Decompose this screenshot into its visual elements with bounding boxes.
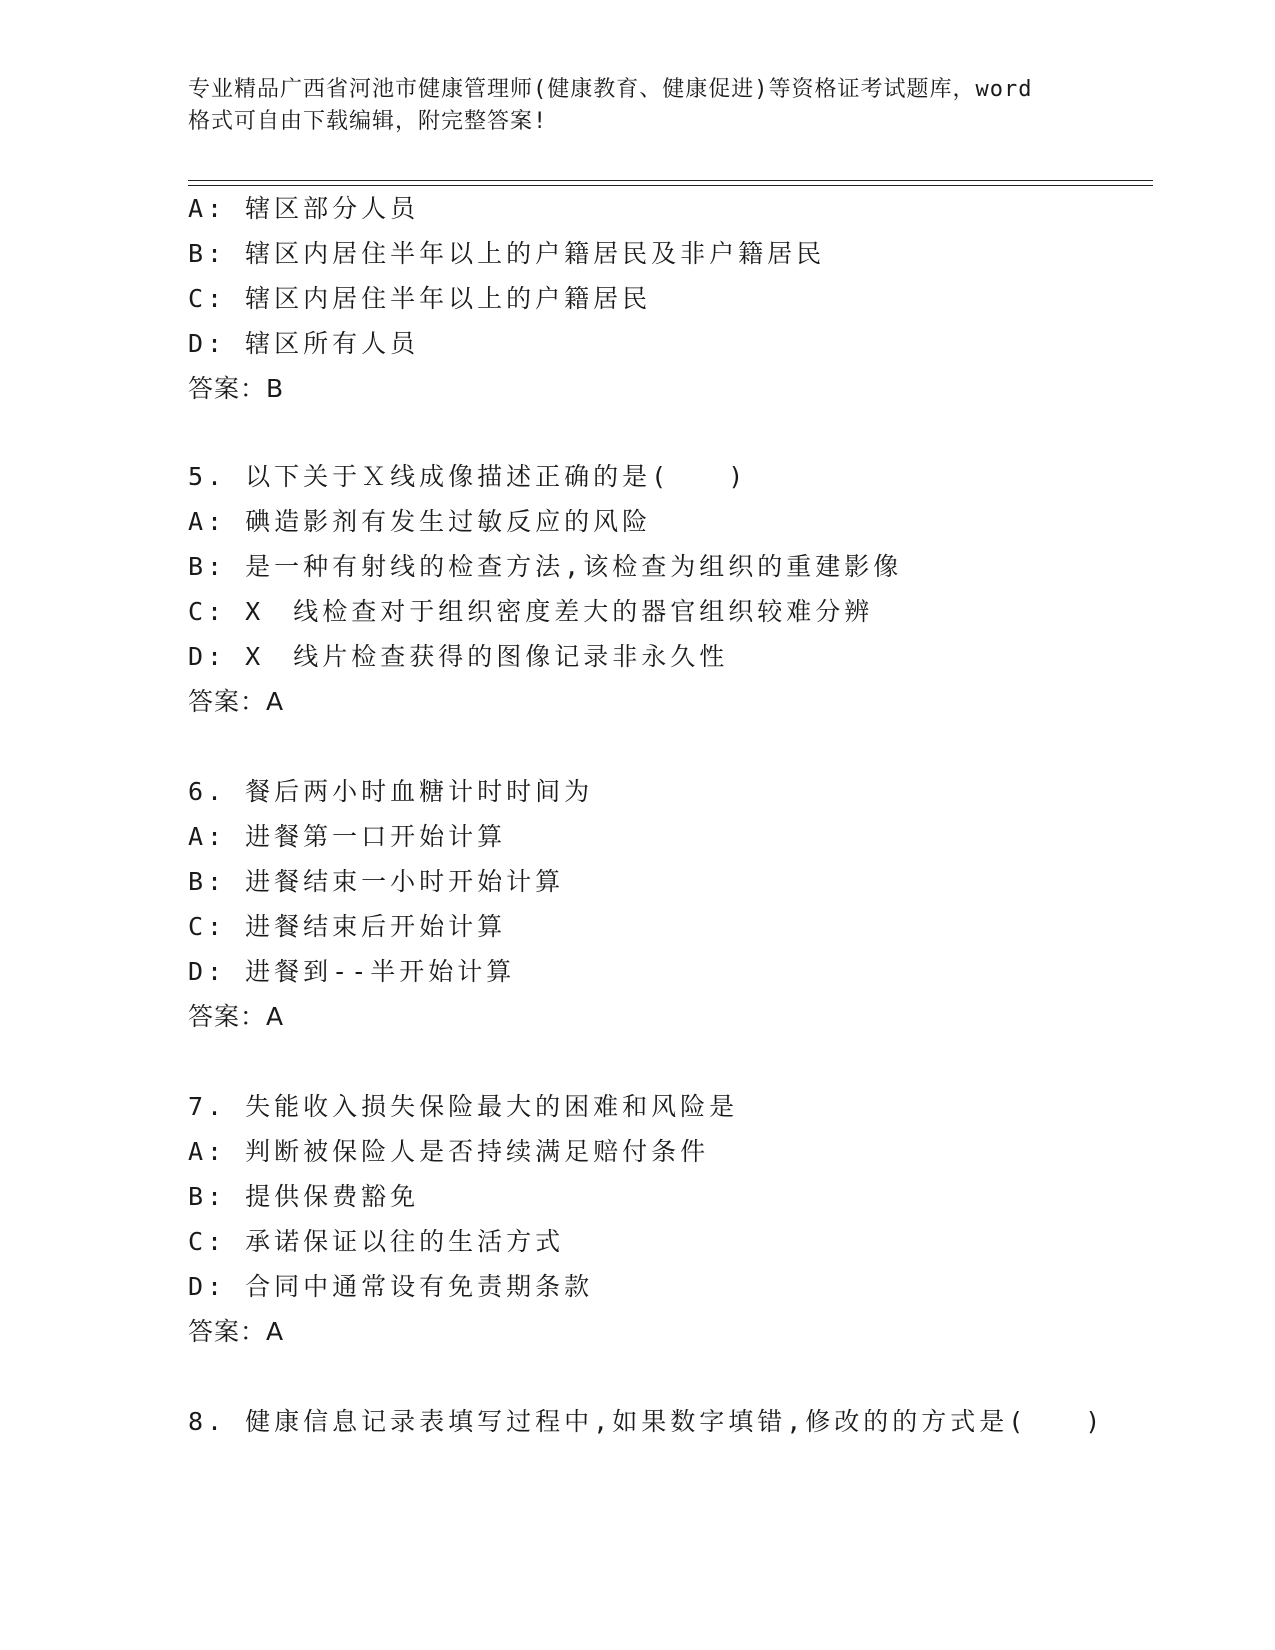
q6-option-a: A: 进餐第一口开始计算 [188,822,507,851]
q4-option-c: C: 辖区内居住半年以上的户籍居民 [188,284,652,313]
header-line-1: 专业精品广西省河池市健康管理师(健康教育、健康促进)等资格证考试题库，word [188,77,1033,102]
q4-answer: 答案：B [188,374,285,403]
q4-option-a: A: 辖区部分人员 [188,194,420,223]
document-header [188,74,1108,138]
header-divider-bottom [188,185,1153,186]
q7-option-d: D: 合同中通常设有免责期条款 [188,1272,594,1301]
q6-stem: 6. 餐后两小时血糖计时时间为 [188,777,594,806]
q5-option-b: B: 是一种有射线的检查方法,该检查为组织的重建影像 [188,552,903,581]
q5-option-c: C: X 线检查对于组织密度差大的器官组织较难分辨 [188,597,874,626]
q5-stem: 5. 以下关于Ｘ线成像描述正确的是( ) [188,462,748,491]
q6-option-b: B: 进餐结束一小时开始计算 [188,867,565,896]
q5-answer: 答案：A [188,687,285,716]
header-divider-top [188,180,1153,181]
q7-option-a: A: 判断被保险人是否持续满足赔付条件 [188,1137,710,1166]
q4-option-d: D: 辖区所有人员 [188,329,420,358]
q6-option-c: C: 进餐结束后开始计算 [188,912,507,941]
q6-answer: 答案：A [188,1002,285,1031]
q8-stem: 8. 健康信息记录表填写过程中,如果数字填错,修改的的方式是( ) [188,1407,1105,1436]
q7-answer: 答案：A [188,1317,285,1346]
q4-option-b: B: 辖区内居住半年以上的户籍居民及非户籍居民 [188,239,826,268]
header-line-2: 格式可自由下载编辑，附完整答案! [188,109,548,134]
q7-stem: 7. 失能收入损失保险最大的困难和风险是 [188,1092,739,1121]
q6-option-d: D: 进餐到--半开始计算 [188,957,516,986]
q5-option-d: D: X 线片检查获得的图像记录非永久性 [188,642,729,671]
q5-option-a: A: 碘造影剂有发生过敏反应的风险 [188,507,652,536]
q7-option-c: C: 承诺保证以往的生活方式 [188,1227,565,1256]
q7-option-b: B: 提供保费豁免 [188,1182,420,1211]
